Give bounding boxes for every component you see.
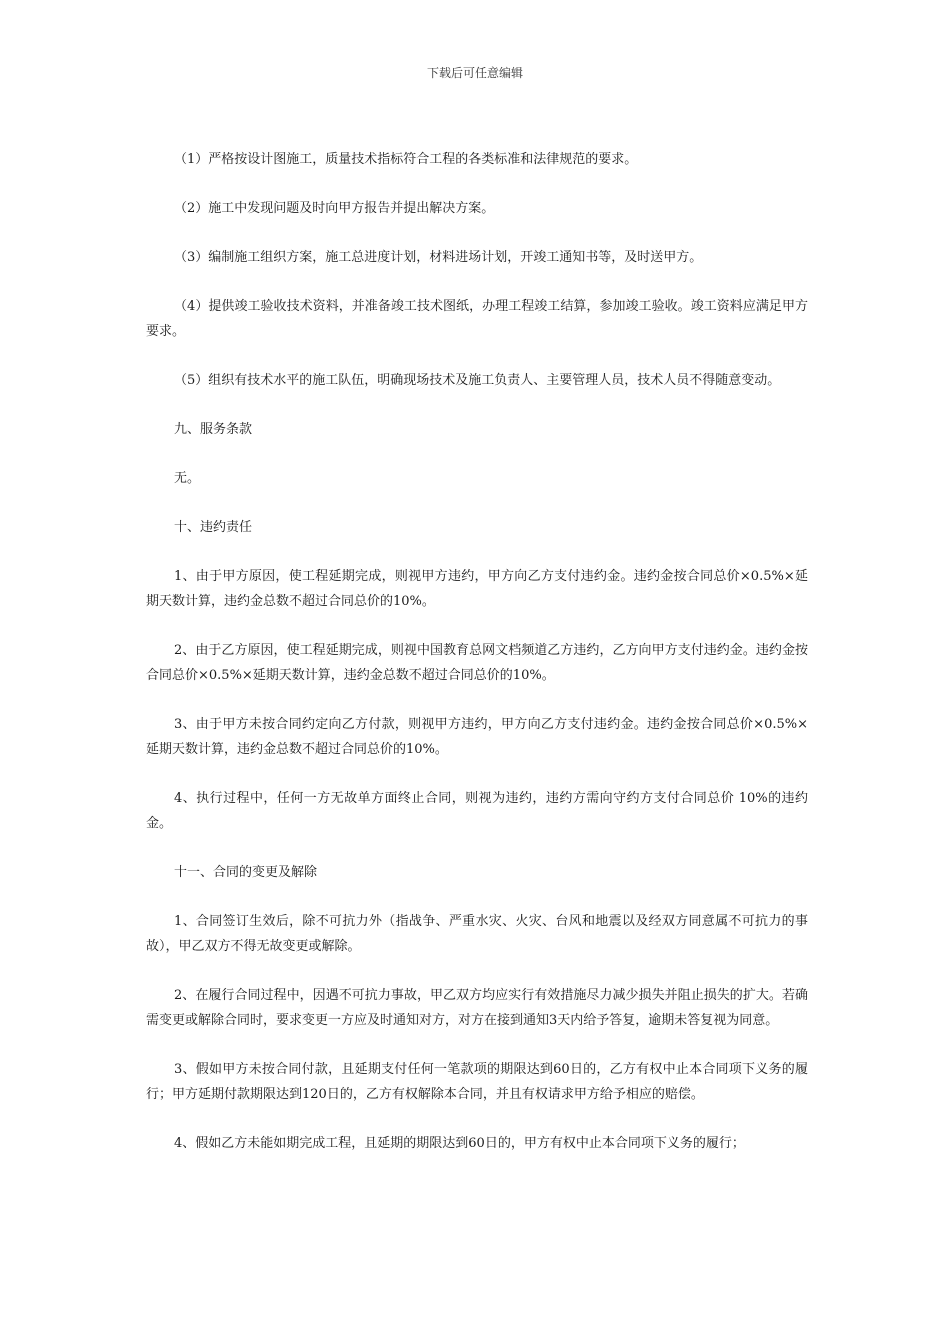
- section-9-content: 无。: [174, 471, 201, 486]
- document-body: [146, 147, 808, 1180]
- change-clause-3: 3、假如甲方未按合同付款，且延期支付任何一笔款项的期限达到60日的，乙方有权中止本合同项下义务的履行；甲方延期付款期限达到120日的，乙方有权解除本合同，并且有权请求甲方给予相应的赔偿。: [146, 1062, 808, 1102]
- section-heading-11: 十一、合同的变更及解除: [174, 865, 318, 880]
- section-heading-9: 九、服务条款: [174, 422, 253, 437]
- breach-clause-2: 2、由于乙方原因，使工程延期完成，则视中国教育总网文档频道乙方违约，乙方向甲方支付违约金。违约金按合同总价×0.5%×延期天数计算，违约金总数不超过合同总价的10%。: [146, 643, 808, 683]
- section-heading-10: 十、违约责任: [174, 520, 253, 535]
- breach-clause-4: 4、执行过程中，任何一方无故单方面终止合同，则视为违约，违约方需向守约方支付合同总价 10%的违约金。: [146, 791, 808, 831]
- paragraph-2: （2）施工中发现问题及时向甲方报告并提出解决方案。: [174, 201, 495, 216]
- paragraph-1: （1）严格按设计图施工，质量技术指标符合工程的各类标准和法律规范的要求。: [174, 152, 638, 167]
- change-clause-1: 1、合同签订生效后，除不可抗力外（指战争、严重水灾、火灾、台风和地震以及经双方同意属不可抗力的事故），甲乙双方不得无故变更或解除。: [146, 914, 808, 954]
- paragraph-3: （3）编制施工组织方案，施工总进度计划，材料进场计划，开竣工通知书等，及时送甲方。: [174, 250, 703, 265]
- paragraph-5: （5）组织有技术水平的施工队伍，明确现场技术及施工负责人、主要管理人员，技术人员不得随意变动。: [174, 373, 781, 388]
- page-header: 下载后可任意编辑: [426, 66, 523, 80]
- change-clause-2: 2、在履行合同过程中，因遇不可抗力事故，甲乙双方均应实行有效措施尽力减少损失并阻止损失的扩大。若确需变更或解除合同时，要求变更一方应及时通知对方，对方在接到通知3天内给予答复，逾期未答复视为同意。: [146, 988, 808, 1028]
- paragraph-4: （4）提供竣工验收技术资料，并准备竣工技术图纸，办理工程竣工结算，参加竣工验收。竣工资料应满足甲方要求。: [146, 299, 808, 339]
- breach-clause-1: 1、由于甲方原因，使工程延期完成，则视甲方违约，甲方向乙方支付违约金。违约金按合同总价×0.5%×延期天数计算，违约金总数不超过合同总价的10%。: [146, 569, 808, 609]
- breach-clause-3: 3、由于甲方未按合同约定向乙方付款，则视甲方违约，甲方向乙方支付违约金。违约金按合同总价×0.5%×延期天数计算，违约金总数不超过合同总价的10%。: [146, 717, 808, 757]
- change-clause-4: 4、假如乙方未能如期完成工程，且延期的期限达到60日的，甲方有权中止本合同项下义务的履行；: [174, 1136, 745, 1151]
